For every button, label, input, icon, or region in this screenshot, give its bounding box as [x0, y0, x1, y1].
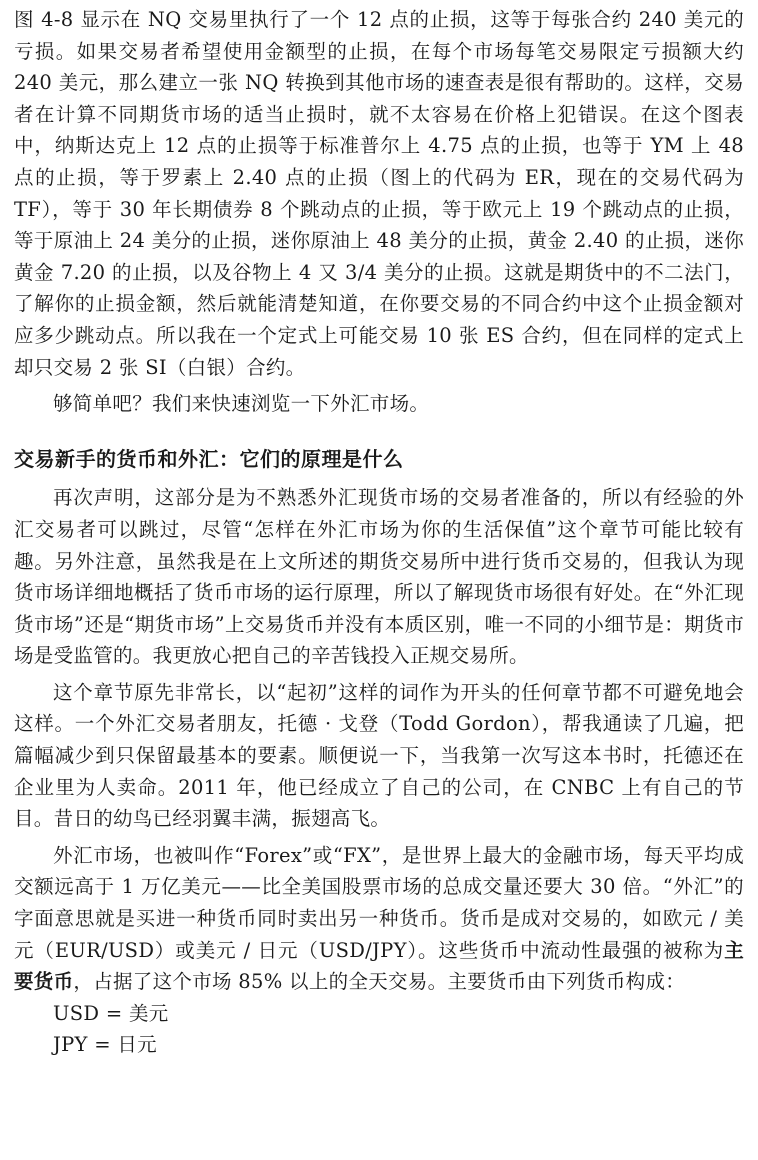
forex-intro-text-a: 外汇市场，也被叫作“Forex”或“FX”，是世界上最大的金融市场，每天平均成交额远高于 1 万亿美元——比全美国股票市场的总成交量还要大 30 倍。“外汇”的字面意思就是买进一种货币同时卖出另一种货币。货币是成对交易的，如欧元 / 美元（EUR/USD）或美元 / 日元（USD/JPY）。这些货币中流动性最强的被称为: [14, 843, 744, 962]
forex-intro-text-b: ，占据了这个市场 85% 以上的全天交易。主要货币由下列货币构成：: [73, 970, 686, 994]
paragraph-disclaimer: 再次声明，这部分是为不熟悉外汇现货市场的交易者准备的，所以有经验的外汇交易者可以跳过，尽管“怎样在外汇市场为你的生活保值”这个章节可能比较有趣。另外注意，虽然我是在上文所述的期货交易所中进行货币交易的，但我认为现货市场详细地概括了货币市场的运行原理，所以了解现货市场很有好处。在“外汇现货市场”还是“期货市场”上交易货币并没有本质区别，唯一不同的小细节是：期货市场是受监管的。我更放心把自己的辛苦钱投入正规交易所。: [14, 486, 744, 668]
paragraph-stop-conversion: 图 4-8 显示在 NQ 交易里执行了一个 12 点的止损，这等于每张合约 240 美元的亏损。如果交易者希望使用金额型的止损，在每个市场每笔交易限定亏损额大约 240 美元，那么建立一张 NQ 转换到其他市场的速查表是很有帮助的。这样，交易者在计算不同期货市场的适当止损时，就不太容易在价格上犯错误。在这个图表中，纳斯达克上 12 点的止损等于标准普尔上 4.75 点的止损，也等于 YM 上 48 点的止损，等于罗素上 2.40 点的止损（图上的代码为 ER，现在的交易代码为 TF），等于 30 年长期债券 8 个跳动点的止损，等于欧元上 19 个跳动点的止损，等于原油上 24 美分的止损，迷你原油上 48 美分的止损，黄金 2.40 的止损，迷你黄金 7.20 的止损，以及谷物上 4 又 3/4 美分的止损。这就是期货中的不二法门，了解你的止损金额，然后就能清楚知道，在你要交易的不同合约中这个止损金额对应多少跳动点。所以我在一个定式上可能交易 10 张 ES 合约，但在同样的定式上却只交易 2 张 SI（白银）合约。: [14, 8, 744, 379]
major-currencies-term: 主要货币: [14, 938, 744, 994]
currency-item-usd: USD = 美元: [53, 1001, 169, 1025]
paragraph-simple-transition: 够简单吧？我们来快速浏览一下外汇市场。: [53, 392, 430, 416]
section-heading: 交易新手的货币和外汇：它们的原理是什么: [14, 446, 404, 471]
currency-item-jpy: JPY = 日元: [53, 1033, 157, 1057]
paragraph-forex-intro: [14, 840, 744, 998]
paragraph-todd-gordon: 这个章节原先非常长，以“起初”这样的词作为开头的任何章节都不可避免地会这样。一个外汇交易者朋友，托德 · 戈登（Todd Gordon），帮我通读了几遍，把篇幅减少到只保留最基本的要素。顺便说一下，当我第一次写这本书时，托德还在企业里为人卖命。2011 年，他已经成立了自己的公司，在 CNBC 上有自己的节目。昔日的幼鸟已经羽翼丰满，振翅高飞。: [14, 680, 744, 831]
